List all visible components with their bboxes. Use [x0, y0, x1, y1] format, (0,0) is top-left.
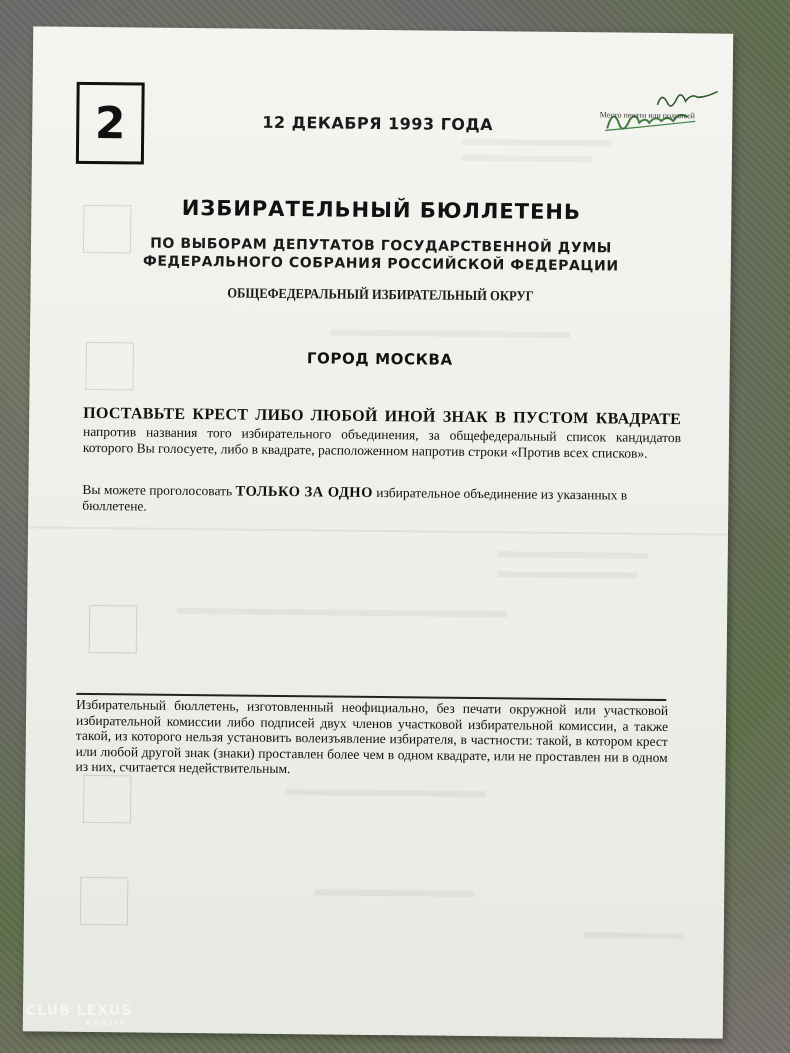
show-through-text — [498, 551, 648, 559]
watermark-brand: CLUB LEXUS — [26, 1003, 133, 1019]
vote-limit-suffix: избирательное объединение из указанных в бюллетене. — [82, 484, 628, 514]
show-through-text — [584, 932, 684, 939]
show-through-box — [83, 775, 132, 824]
electoral-district: ОБЩЕФЕДЕРАЛЬНЫЙ ИЗБИРАТЕЛЬНЫЙ ОКРУГ — [227, 286, 534, 305]
vote-limit-emphasis: ТОЛЬКО ЗА ОДНО — [235, 483, 373, 501]
show-through-text — [498, 571, 638, 578]
site-watermark — [26, 1003, 132, 1027]
show-through-text — [177, 608, 507, 617]
ballot-title: ИЗБИРАТЕЛЬНЫЙ БЮЛЛЕТЕНЬ — [181, 195, 582, 225]
election-date: 12 ДЕКАБРЯ 1993 ГОДА — [262, 112, 494, 135]
invalidity-notice: Избирательный бюллетень, изготовленный неофициально, без печати окружной или участковой избирательной комиссии либо подписей двух членов участковой избирательной комиссии, а также такой, из которого нельзя установить волеизъявление избирателя, в частности: такой, в котором крест или любой другой знак (знаки) проставлен более чем в одном квадрате, или не проставлен ни в одном из них, считается недействительным. — [75, 696, 669, 777]
instruction-headline: ПОСТАВЬТЕ КРЕСТ ЛИБО ЛЮБОЙ ИНОЙ ЗНАК В ПУСТОМ КВАДРАТЕ — [83, 404, 682, 429]
city-name: ГОРОД МОСКВА — [306, 349, 453, 369]
vote-limit-note — [82, 482, 680, 520]
ballot-subtitle-line1: ПО ВЫБОРАМ ДЕПУТАТОВ ГОСУДАРСТВЕННОЙ ДУМЫ — [150, 235, 612, 257]
ballot-sheet — [23, 26, 733, 1038]
show-through-text — [330, 329, 570, 338]
show-through-text — [462, 155, 592, 162]
ballot-subtitle-line2: ФЕДЕРАЛЬНОГО СОБРАНИЯ РОССИЙСКОЙ ФЕДЕРАЦИИ — [142, 253, 619, 275]
stamp-place-note: Место печати или подписей — [599, 110, 696, 121]
ballot-number: 2 — [76, 82, 145, 165]
watermark-region: RUSSIA — [86, 1019, 127, 1027]
vote-limit-prefix: Вы можете проголосовать — [82, 481, 233, 499]
instruction-body: напротив названия того избирательного объединения, за общефедеральный список кандидатов которого Вы голосуете, либо в квадрате, расположенном напротив строки «Против всех списков». — [82, 423, 682, 461]
show-through-box — [80, 877, 129, 926]
show-through-box — [89, 605, 138, 654]
show-through-text — [314, 889, 474, 897]
paper-fold — [28, 526, 728, 535]
show-through-text — [285, 789, 485, 797]
